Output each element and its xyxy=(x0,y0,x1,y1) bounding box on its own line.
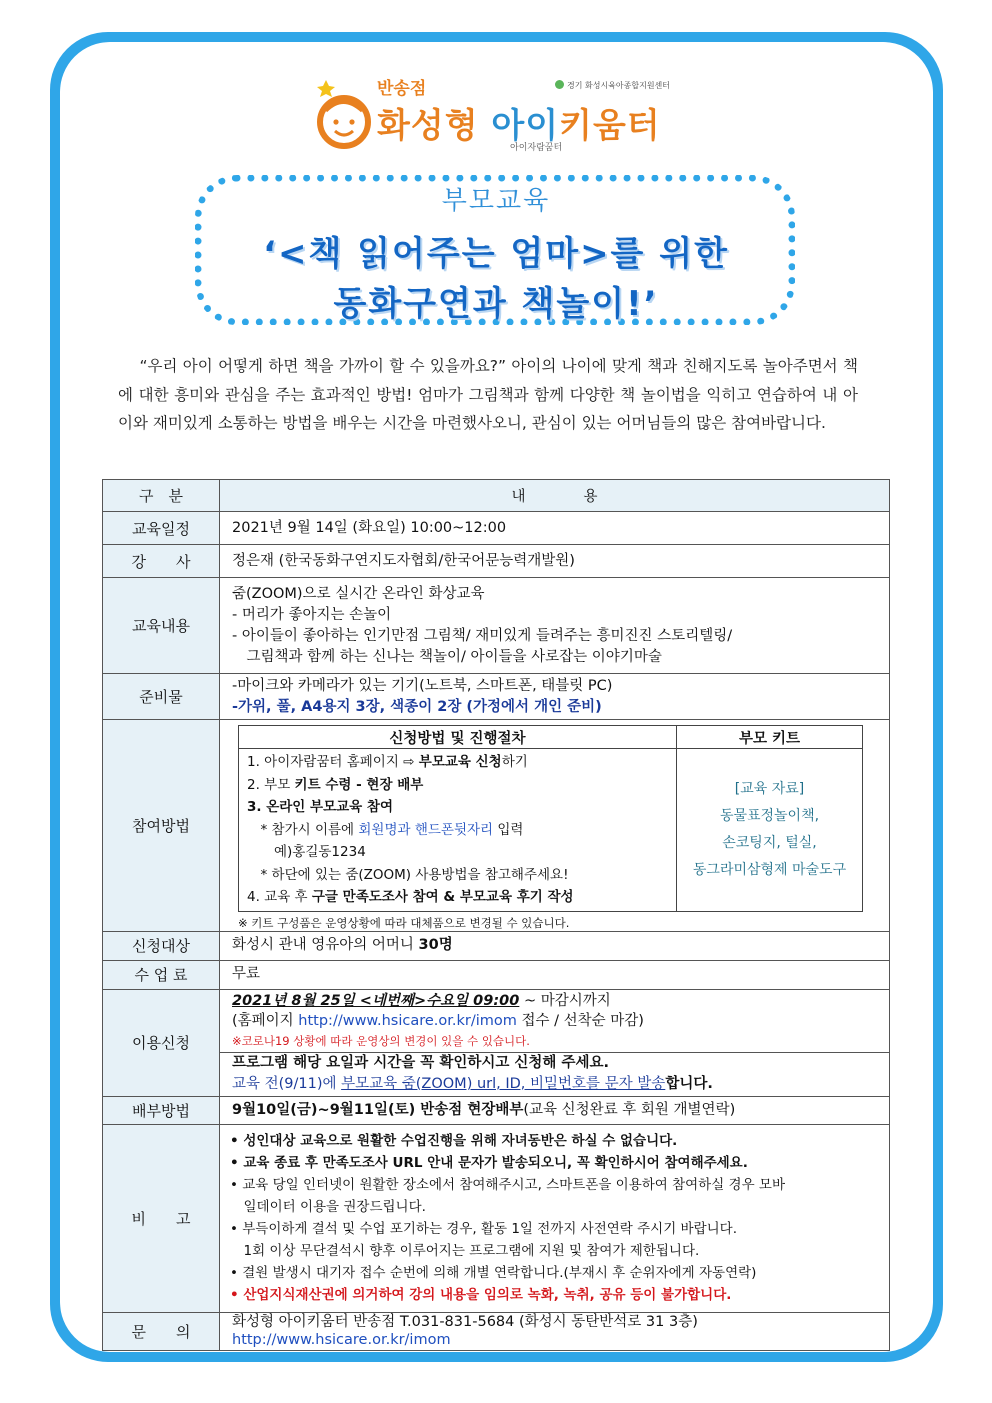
table-row xyxy=(103,674,890,720)
table-row xyxy=(103,1052,890,1096)
content-label: 교육내용 xyxy=(103,578,220,674)
header-category: 구 분 xyxy=(103,480,220,512)
contact-value: 화성형 아이키움터 반송점 T.031-831-5684 (화성시 동탄반석로 31 3층) http://www.hsicare.or.kr/imom xyxy=(220,1312,890,1350)
schedule-label: 교육일정 xyxy=(103,512,220,545)
procedure-table xyxy=(238,725,863,912)
target-value: 화성시 관내 영유아의 어머니 30명 xyxy=(220,931,890,960)
table-row xyxy=(103,1312,890,1350)
table-row xyxy=(103,578,890,674)
child-face-icon xyxy=(313,80,375,150)
apply-label: 이용신청 xyxy=(103,989,220,1096)
steps-list: 1. 아이자람꿈터 홈페이지 ⇨ 부모교육 신청하기 2. 부모 키트 수령 - 현장 배부 3. 온라인 부모교육 참여 * 참가시 이름에 회원명과 핸드폰뒷자리 입력 예)홍길동1234 * 하단에 있는 줌(ZOOM) 사용방법을 참고해주세요! 4. 교육 후 구글 만족도조사 참여 & 부모교육 후기 작성 xyxy=(239,749,677,912)
content-value: 줌(ZOOM)으로 실시간 온라인 화상교육 - 머리가 좋아지는 손놀이 - 아이들이 좋아하는 인기만점 그림책/ 재미있게 들려주는 흥미진진 스토리텔링/ 그림책과 함께 하는 신나는 책놀이/ 아이들을 사로잡는 이야기마술 xyxy=(220,578,890,674)
kit-contents: [교육 자료] 동물표정놀이책, 손코팅지, 털실, 동그라미삼형제 마술도구 xyxy=(677,749,863,912)
participation-label: 참여방법 xyxy=(103,720,220,932)
table-row xyxy=(103,960,890,989)
info-table xyxy=(102,479,890,1351)
schedule-value: 2021년 9월 14일 (화요일) 10:00~12:00 xyxy=(220,512,890,545)
remarks-value: • 성인대상 교육으로 원활한 수업진행을 위해 자녀동반은 하실 수 없습니다. • 교육 종료 후 만족도조사 URL 안내 문자가 발송되오니, 꼭 확인하시어 참여해주세요. • 교육 당일 인터넷이 원활한 장소에서 참여해주시고, 스마트폰을 이용하여 참여하실 경우 모바 일데이터 이용을 권장드립니다. • 부득이하게 결석 및 수업 포기하는 경우, 활동 1일 전까지 사전연락 주시기 바랍니다. 1회 이상 무단결석시 향후 이루어지는 프로그램에 지원 및 참여가 제한됩니다. • 결원 발생시 대기자 접수 순번에 의해 개별 연락합니다.(부재시 후 순위자에게 자동연락) • 산업지식재산권에 의거하여 강의 내용을 임의로 녹화, 녹취, 공유 등이 불가합니다. xyxy=(220,1124,890,1312)
fee-label: 수 업 료 xyxy=(103,960,220,989)
title-category: 부모교육 xyxy=(441,186,551,216)
participation-value xyxy=(220,720,890,932)
header-content: 내 용 xyxy=(220,480,890,512)
logo xyxy=(305,68,705,158)
partner-icon xyxy=(555,80,564,89)
intro-paragraph: “우리 아이 어떻게 하면 책을 가까이 할 수 있을까요?” 아이의 나이에 맞게 책과 친해지도록 놀아주면서 책에 대한 흥미와 관심을 주는 효과적인 방법! 엄마가 그림책과 함께 다양한 책 놀이법을 익히고 연습하여 내 아이와 재미있게 소통하는 방법을 배우는 시간을 마련했사오니, 관심이 있는 어머님들의 많은 참여바랍니다. xyxy=(118,357,858,432)
table-header-row xyxy=(103,480,890,512)
title-line-1: ‘<책 읽어주는 엄마>를 위한 xyxy=(263,234,729,274)
steps-header: 신청방법 및 진행절차 xyxy=(239,726,677,749)
homepage-link[interactable]: http://www.hsicare.or.kr/imom xyxy=(298,1012,517,1029)
kit-header: 부모 키트 xyxy=(677,726,863,749)
instructor-value: 정은재 (한국동화구연지도자협회/한국어문능력개발원) xyxy=(220,545,890,578)
remarks-label: 비 고 xyxy=(103,1124,220,1312)
table-row xyxy=(103,1096,890,1124)
table-row xyxy=(103,512,890,545)
apply-value: 2021년 8월 25일 <네번째>수요일 09:00 ~ 마감시까지 (홈페이지 http://www.hsicare.or.kr/imom 접수 / 선착순 마감) ※코로나19 상황에 따라 운영상의 변경이 있을 수 있습니다. xyxy=(220,989,890,1052)
logo-subtitle: 아이자람꿈터 xyxy=(510,143,563,153)
contact-link[interactable]: http://www.hsicare.or.kr/imom xyxy=(232,1332,451,1348)
logo-branch: 반송점 xyxy=(377,79,427,99)
target-label: 신청대상 xyxy=(103,931,220,960)
table-row xyxy=(103,1124,890,1312)
fee-value: 무료 xyxy=(220,960,890,989)
apply-notice: 프로그램 해당 요일과 시간을 꼭 확인하시고 신청해 주세요. 교육 전(9/11)에 부모교육 줌(ZOOM) url, ID, 비밀번호를 문자 발송합니다. xyxy=(220,1052,890,1096)
supplies-label: 준비물 xyxy=(103,674,220,720)
table-row xyxy=(103,931,890,960)
instructor-label: 강 사 xyxy=(103,545,220,578)
distribution-label: 배부방법 xyxy=(103,1096,220,1124)
kit-note: ※ 키트 구성품은 운영상황에 따라 대체품으로 변경될 수 있습니다. xyxy=(238,915,570,930)
distribution-value: 9월10일(금)~9월11일(토) 반송점 현장배부(교육 신청완료 후 회원 개별연락) xyxy=(220,1096,890,1124)
supplies-value: -마이크와 카메라가 있는 기기(노트북, 스마트폰, 태블릿 PC) -가위, 풀, A4용지 3장, 색종이 2장 (가정에서 개인 준비) xyxy=(220,674,890,720)
logo-name: 화성형 아이키움터 xyxy=(377,106,661,146)
title-line-2: 동화구연과 책놀이!’ xyxy=(333,284,659,324)
table-row xyxy=(103,720,890,932)
table-row xyxy=(103,989,890,1052)
contact-label: 문 의 xyxy=(103,1312,220,1350)
partner-logo: 경기 화성시육아종합지원센터 xyxy=(555,80,670,91)
table-row xyxy=(103,545,890,578)
